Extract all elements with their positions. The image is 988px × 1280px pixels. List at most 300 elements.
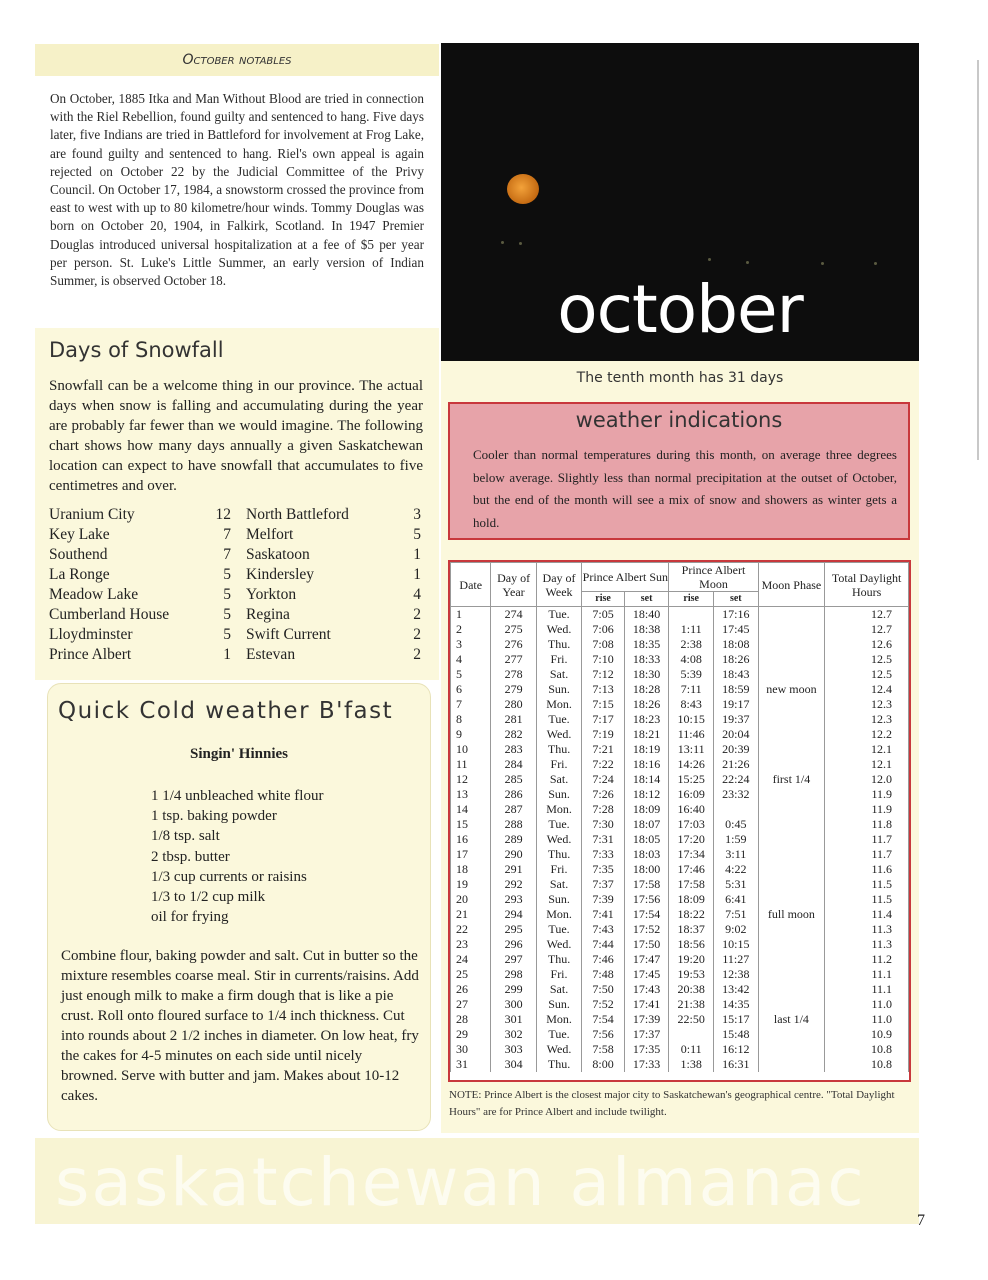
moon-phase-cell: first 1/4 <box>758 772 825 787</box>
table-row <box>451 637 909 652</box>
table-row <box>451 667 909 682</box>
snow-days: 7 <box>223 546 231 563</box>
day-of-week-cell: Tue. <box>536 607 582 623</box>
day-of-week-cell: Fri. <box>536 862 582 877</box>
total-daylight-cell: 12.7 <box>825 607 909 623</box>
moon-phase-cell <box>758 1027 825 1042</box>
day-of-year-cell: 294 <box>491 907 536 922</box>
moonrise-cell: 17:46 <box>669 862 714 877</box>
moon-phase-cell <box>758 637 825 652</box>
table-row <box>451 937 909 952</box>
table-row <box>451 1027 909 1042</box>
date-cell: 20 <box>451 892 491 907</box>
table-row <box>451 757 909 772</box>
moon-phase-cell: new moon <box>758 682 825 697</box>
snow-days: 2 <box>413 646 421 663</box>
moonset-cell: 19:17 <box>714 697 759 712</box>
moon-phase-cell <box>758 877 825 892</box>
moonrise-cell: 13:11 <box>669 742 714 757</box>
sunset-cell: 18:19 <box>624 742 669 757</box>
sunset-cell: 18:28 <box>624 682 669 697</box>
header-moon: Prince Albert Moon <box>669 563 758 592</box>
moonset-cell: 23:32 <box>714 787 759 802</box>
total-daylight-cell: 10.8 <box>825 1057 909 1072</box>
moonrise-cell: 8:43 <box>669 697 714 712</box>
table-row <box>451 727 909 742</box>
sunrise-cell: 7:12 <box>582 667 624 682</box>
total-daylight-cell: 12.3 <box>825 712 909 727</box>
sunrise-cell: 7:15 <box>582 697 624 712</box>
recipe-title: Quick Cold weather B'fast <box>58 698 394 724</box>
day-of-week-cell: Wed. <box>536 622 582 637</box>
location-name: La Ronge <box>49 566 110 583</box>
moonrise-cell: 18:56 <box>669 937 714 952</box>
location-name: Yorkton <box>246 586 297 603</box>
moon-phase-cell <box>758 757 825 772</box>
table-row <box>451 862 909 877</box>
snow-days: 5 <box>223 606 231 623</box>
date-cell: 17 <box>451 847 491 862</box>
sunset-cell: 18:14 <box>624 772 669 787</box>
moon-phase-cell <box>758 622 825 637</box>
moon-phase-cell <box>758 847 825 862</box>
moon-phase-cell <box>758 802 825 817</box>
day-of-week-cell: Fri. <box>536 757 582 772</box>
date-cell: 24 <box>451 952 491 967</box>
snowfall-row <box>49 526 423 546</box>
header-sun-rise: rise <box>582 592 624 607</box>
moonrise-cell: 11:46 <box>669 727 714 742</box>
date-cell: 23 <box>451 937 491 952</box>
location-name: Uranium City <box>49 506 135 523</box>
snowfall-row <box>49 506 423 526</box>
total-daylight-cell: 11.5 <box>825 877 909 892</box>
header-sun-set: set <box>624 592 669 607</box>
moon-phase-cell <box>758 817 825 832</box>
sunrise-cell: 7:54 <box>582 1012 624 1027</box>
header-moon-rise: rise <box>669 592 714 607</box>
total-daylight-cell: 12.3 <box>825 697 909 712</box>
sunrise-cell: 7:56 <box>582 1027 624 1042</box>
table-row <box>451 907 909 922</box>
day-of-week-cell: Sat. <box>536 877 582 892</box>
moon-phase-cell <box>758 862 825 877</box>
sunrise-cell: 7:33 <box>582 847 624 862</box>
snow-days: 2 <box>413 606 421 623</box>
moonset-cell: 17:16 <box>714 607 759 623</box>
day-of-week-cell: Sun. <box>536 997 582 1012</box>
moonset-cell: 7:51 <box>714 907 759 922</box>
header-moon-phase: Moon Phase <box>758 563 825 607</box>
date-cell: 1 <box>451 607 491 623</box>
total-daylight-cell: 11.5 <box>825 892 909 907</box>
snowfall-row <box>49 586 423 606</box>
table-row <box>451 622 909 637</box>
header-sun: Prince Albert Sun <box>582 563 669 592</box>
table-row <box>451 712 909 727</box>
weather-text: Cooler than normal temperatures during this month, on average three degrees below average. Slightly less than normal precipitation at the outset of October, but the end of the month will see a mix of snow and showers as winter gets a hold. <box>473 447 897 530</box>
total-daylight-cell: 11.1 <box>825 982 909 997</box>
date-cell: 9 <box>451 727 491 742</box>
moonset-cell: 22:24 <box>714 772 759 787</box>
location-name: Lloydminster <box>49 626 133 643</box>
sunrise-cell: 7:35 <box>582 862 624 877</box>
moonrise-cell: 1:11 <box>669 622 714 637</box>
moon-phase-cell <box>758 952 825 967</box>
snow-days: 2 <box>413 626 421 643</box>
moonrise-cell: 22:50 <box>669 1012 714 1027</box>
sunset-cell: 17:54 <box>624 907 669 922</box>
total-daylight-cell: 11.2 <box>825 952 909 967</box>
sunrise-cell: 7:10 <box>582 652 624 667</box>
moon-phase-cell <box>758 967 825 982</box>
date-cell: 27 <box>451 997 491 1012</box>
moonset-cell: 1:59 <box>714 832 759 847</box>
day-of-year-cell: 289 <box>491 832 536 847</box>
day-of-week-cell: Sun. <box>536 892 582 907</box>
moonset-cell: 18:43 <box>714 667 759 682</box>
snowfall-row <box>49 626 423 646</box>
moonset-cell: 6:41 <box>714 892 759 907</box>
sunset-cell: 18:35 <box>624 637 669 652</box>
moon-phase-cell <box>758 607 825 623</box>
total-daylight-cell: 11.3 <box>825 937 909 952</box>
moonset-cell: 18:26 <box>714 652 759 667</box>
day-of-week-cell: Wed. <box>536 937 582 952</box>
sunrise-cell: 7:28 <box>582 802 624 817</box>
day-of-year-cell: 293 <box>491 892 536 907</box>
sunset-cell: 18:16 <box>624 757 669 772</box>
sunset-cell: 17:58 <box>624 877 669 892</box>
sunrise-cell: 7:39 <box>582 892 624 907</box>
moon-image <box>507 174 539 204</box>
table-row <box>451 952 909 967</box>
almanac-wordmark: saskatchewan almanac <box>55 1144 866 1221</box>
moonrise-cell: 10:15 <box>669 712 714 727</box>
date-cell: 29 <box>451 1027 491 1042</box>
sunrise-cell: 7:21 <box>582 742 624 757</box>
total-daylight-cell: 11.0 <box>825 1012 909 1027</box>
moonset-cell: 18:59 <box>714 682 759 697</box>
day-of-year-cell: 280 <box>491 697 536 712</box>
day-of-year-cell: 297 <box>491 952 536 967</box>
table-note: NOTE: Prince Albert is the closest major city to Saskatchewan's geographical centre. "Total Daylight Hours" are for Prince Albert and include twilight. <box>449 1089 895 1118</box>
sunset-cell: 17:43 <box>624 982 669 997</box>
moonset-cell: 14:35 <box>714 997 759 1012</box>
moonset-cell: 16:31 <box>714 1057 759 1072</box>
total-daylight-cell: 11.7 <box>825 847 909 862</box>
moonset-cell: 18:08 <box>714 637 759 652</box>
sunset-cell: 18:40 <box>624 607 669 623</box>
ingredient-item: 1/3 cup currents or raisins <box>151 868 307 885</box>
day-of-week-cell: Thu. <box>536 742 582 757</box>
moonrise-cell: 19:20 <box>669 952 714 967</box>
moon-phase-cell <box>758 892 825 907</box>
snowfall-intro: Snowfall can be a welcome thing in our province. The actual days when snow is falling and accumulating during the year are probably far fewer than we would imagine. The following chart shows how many days annually a given Saskatchewan location can expect to have snowfall that accumulates to five centimetres and over. <box>49 378 423 494</box>
snowfall-title: Days of Snowfall <box>49 338 224 362</box>
snow-days: 1 <box>413 546 421 563</box>
snowfall-row <box>49 566 423 586</box>
sunrise-cell: 8:00 <box>582 1057 624 1072</box>
almanac-table-frame <box>448 560 911 1082</box>
day-of-year-cell: 295 <box>491 922 536 937</box>
date-cell: 16 <box>451 832 491 847</box>
day-of-year-cell: 286 <box>491 787 536 802</box>
ingredient-item: oil for frying <box>151 909 229 926</box>
moonrise-cell: 17:58 <box>669 877 714 892</box>
moon-phase-cell <box>758 697 825 712</box>
moonset-cell: 11:27 <box>714 952 759 967</box>
moonrise-cell: 21:38 <box>669 997 714 1012</box>
day-of-year-cell: 281 <box>491 712 536 727</box>
date-cell: 6 <box>451 682 491 697</box>
moon-phase-cell <box>758 937 825 952</box>
moon-phase-cell <box>758 742 825 757</box>
date-cell: 30 <box>451 1042 491 1057</box>
table-row <box>451 847 909 862</box>
date-cell: 10 <box>451 742 491 757</box>
moon-phase-cell <box>758 652 825 667</box>
moonrise-cell: 1:38 <box>669 1057 714 1072</box>
moonset-cell: 17:45 <box>714 622 759 637</box>
moonset-cell: 3:11 <box>714 847 759 862</box>
day-of-year-cell: 277 <box>491 652 536 667</box>
snowfall-row <box>49 646 423 666</box>
moonset-cell: 20:39 <box>714 742 759 757</box>
sunset-cell: 18:03 <box>624 847 669 862</box>
sunset-cell: 18:12 <box>624 787 669 802</box>
sunset-cell: 17:52 <box>624 922 669 937</box>
moonrise-cell: 7:11 <box>669 682 714 697</box>
day-of-week-cell: Tue. <box>536 1027 582 1042</box>
table-row <box>451 832 909 847</box>
date-cell: 22 <box>451 922 491 937</box>
day-of-week-cell: Mon. <box>536 697 582 712</box>
snow-days: 7 <box>223 526 231 543</box>
sunrise-cell: 7:31 <box>582 832 624 847</box>
total-daylight-cell: 11.0 <box>825 997 909 1012</box>
day-of-week-cell: Sun. <box>536 682 582 697</box>
day-of-year-cell: 288 <box>491 817 536 832</box>
moonrise-cell: 18:37 <box>669 922 714 937</box>
total-daylight-cell: 11.8 <box>825 817 909 832</box>
total-daylight-cell: 11.7 <box>825 832 909 847</box>
snowfall-row <box>49 546 423 566</box>
moon-phase-cell: full moon <box>758 907 825 922</box>
location-name: Swift Current <box>246 626 331 643</box>
snowfall-panel <box>35 328 439 680</box>
total-daylight-cell: 11.4 <box>825 907 909 922</box>
town-light <box>501 241 504 244</box>
location-name: Melfort <box>246 526 294 543</box>
date-cell: 18 <box>451 862 491 877</box>
sunset-cell: 18:33 <box>624 652 669 667</box>
day-of-week-cell: Sun. <box>536 787 582 802</box>
location-name: Key Lake <box>49 526 110 543</box>
day-of-week-cell: Mon. <box>536 907 582 922</box>
location-name: Meadow Lake <box>49 586 139 603</box>
table-row <box>451 982 909 997</box>
ingredient-list <box>151 786 323 927</box>
date-cell: 25 <box>451 967 491 982</box>
day-of-week-cell: Wed. <box>536 832 582 847</box>
sunset-cell: 18:30 <box>624 667 669 682</box>
total-daylight-cell: 12.5 <box>825 652 909 667</box>
ingredient-item: 1 1/4 unbleached white flour <box>151 788 324 804</box>
total-daylight-cell: 12.6 <box>825 637 909 652</box>
sunset-cell: 18:07 <box>624 817 669 832</box>
sunrise-cell: 7:52 <box>582 997 624 1012</box>
day-of-year-cell: 296 <box>491 937 536 952</box>
date-cell: 7 <box>451 697 491 712</box>
total-daylight-cell: 12.1 <box>825 742 909 757</box>
snow-days: 1 <box>413 566 421 583</box>
table-row <box>451 772 909 787</box>
location-name: Prince Albert <box>49 646 132 663</box>
day-of-year-cell: 279 <box>491 682 536 697</box>
day-of-week-cell: Tue. <box>536 922 582 937</box>
snow-days: 5 <box>223 586 231 603</box>
location-name: Saskatoon <box>246 546 310 563</box>
day-of-week-cell: Tue. <box>536 817 582 832</box>
moonrise-cell: 2:38 <box>669 637 714 652</box>
sunrise-cell: 7:05 <box>582 607 624 623</box>
day-of-year-cell: 301 <box>491 1012 536 1027</box>
moonrise-cell: 5:39 <box>669 667 714 682</box>
header-day-of-year: Day of Year <box>491 563 536 607</box>
day-of-year-cell: 285 <box>491 772 536 787</box>
moonset-cell <box>714 802 759 817</box>
moon-photo <box>441 43 919 361</box>
moonset-cell: 19:37 <box>714 712 759 727</box>
weather-box <box>448 402 910 540</box>
day-of-year-cell: 290 <box>491 847 536 862</box>
snow-days: 5 <box>223 566 231 583</box>
moonrise-cell: 17:20 <box>669 832 714 847</box>
day-of-year-cell: 278 <box>491 667 536 682</box>
table-row <box>451 1042 909 1057</box>
sunrise-cell: 7:17 <box>582 712 624 727</box>
day-of-week-cell: Mon. <box>536 802 582 817</box>
moonset-cell: 4:22 <box>714 862 759 877</box>
location-name: North Battleford <box>246 506 349 523</box>
moon-phase-cell <box>758 1042 825 1057</box>
day-of-week-cell: Tue. <box>536 712 582 727</box>
town-light <box>519 242 522 245</box>
total-daylight-cell: 11.1 <box>825 967 909 982</box>
sunrise-cell: 7:08 <box>582 637 624 652</box>
total-daylight-cell: 10.9 <box>825 1027 909 1042</box>
moonrise-cell <box>669 1027 714 1042</box>
sunset-cell: 18:00 <box>624 862 669 877</box>
day-of-year-cell: 304 <box>491 1057 536 1072</box>
table-row <box>451 607 909 623</box>
sunrise-cell: 7:06 <box>582 622 624 637</box>
moonrise-cell: 18:22 <box>669 907 714 922</box>
date-cell: 2 <box>451 622 491 637</box>
table-row <box>451 802 909 817</box>
table-row <box>451 1057 909 1072</box>
moonrise-cell: 0:11 <box>669 1042 714 1057</box>
day-of-year-cell: 292 <box>491 877 536 892</box>
moonset-cell: 20:04 <box>714 727 759 742</box>
table-row <box>451 787 909 802</box>
day-of-year-cell: 284 <box>491 757 536 772</box>
moon-phase-cell <box>758 832 825 847</box>
sunset-cell: 17:56 <box>624 892 669 907</box>
sunrise-cell: 7:13 <box>582 682 624 697</box>
day-of-week-cell: Sat. <box>536 982 582 997</box>
sunrise-cell: 7:26 <box>582 787 624 802</box>
sunrise-cell: 7:50 <box>582 982 624 997</box>
moonrise-cell: 17:34 <box>669 847 714 862</box>
location-name: Southend <box>49 546 108 563</box>
moonrise-cell: 4:08 <box>669 652 714 667</box>
moonrise-cell: 17:03 <box>669 817 714 832</box>
sunrise-cell: 7:37 <box>582 877 624 892</box>
total-daylight-cell: 12.0 <box>825 772 909 787</box>
table-row <box>451 697 909 712</box>
day-of-year-cell: 287 <box>491 802 536 817</box>
table-row <box>451 652 909 667</box>
sunset-cell: 17:35 <box>624 1042 669 1057</box>
day-of-week-cell: Mon. <box>536 1012 582 1027</box>
moonset-cell: 13:42 <box>714 982 759 997</box>
date-cell: 4 <box>451 652 491 667</box>
town-light <box>708 258 711 261</box>
date-cell: 14 <box>451 802 491 817</box>
day-of-year-cell: 299 <box>491 982 536 997</box>
day-of-year-cell: 282 <box>491 727 536 742</box>
sunrise-cell: 7:22 <box>582 757 624 772</box>
sunrise-cell: 7:44 <box>582 937 624 952</box>
moonrise-cell: 18:09 <box>669 892 714 907</box>
sunrise-cell: 7:58 <box>582 1042 624 1057</box>
location-name: Estevan <box>246 646 296 663</box>
day-of-year-cell: 300 <box>491 997 536 1012</box>
day-of-week-cell: Fri. <box>536 967 582 982</box>
total-daylight-cell: 11.3 <box>825 922 909 937</box>
date-cell: 3 <box>451 637 491 652</box>
table-row <box>451 892 909 907</box>
moonset-cell: 16:12 <box>714 1042 759 1057</box>
day-of-year-cell: 275 <box>491 622 536 637</box>
moonset-cell: 15:48 <box>714 1027 759 1042</box>
town-light <box>746 261 749 264</box>
moonset-cell: 0:45 <box>714 817 759 832</box>
moon-phase-cell <box>758 997 825 1012</box>
recipe-method: Combine flour, baking powder and salt. Cut in butter so the mixture resembles coarse meal. Stir in currents/raisins. Add just enough milk to make a firm dough that is like a pie crust. Roll onto floured surface to 1/4 inch thickness. Cut into rounds about 2 1/2 inches in diameter. On low heat, fry the cakes for 4-5 minutes on each side until nicely browned. Serve with butter and jam. Makes about 10-12 cakes. <box>61 948 419 1104</box>
recipe-name: Singin' Hinnies <box>190 746 288 762</box>
sunset-cell: 17:37 <box>624 1027 669 1042</box>
sunrise-cell: 7:46 <box>582 952 624 967</box>
day-of-week-cell: Sat. <box>536 772 582 787</box>
recipe-panel <box>47 683 431 1131</box>
table-row <box>451 817 909 832</box>
sunset-cell: 17:47 <box>624 952 669 967</box>
day-of-week-cell: Wed. <box>536 1042 582 1057</box>
total-daylight-cell: 12.1 <box>825 757 909 772</box>
sunrise-cell: 7:43 <box>582 922 624 937</box>
sunset-cell: 17:50 <box>624 937 669 952</box>
header-day-of-week: Day of Week <box>536 563 582 607</box>
snow-days: 4 <box>413 586 421 603</box>
moonrise-cell: 20:38 <box>669 982 714 997</box>
table-row <box>451 922 909 937</box>
moon-phase-cell <box>758 667 825 682</box>
date-cell: 21 <box>451 907 491 922</box>
table-row <box>451 967 909 982</box>
